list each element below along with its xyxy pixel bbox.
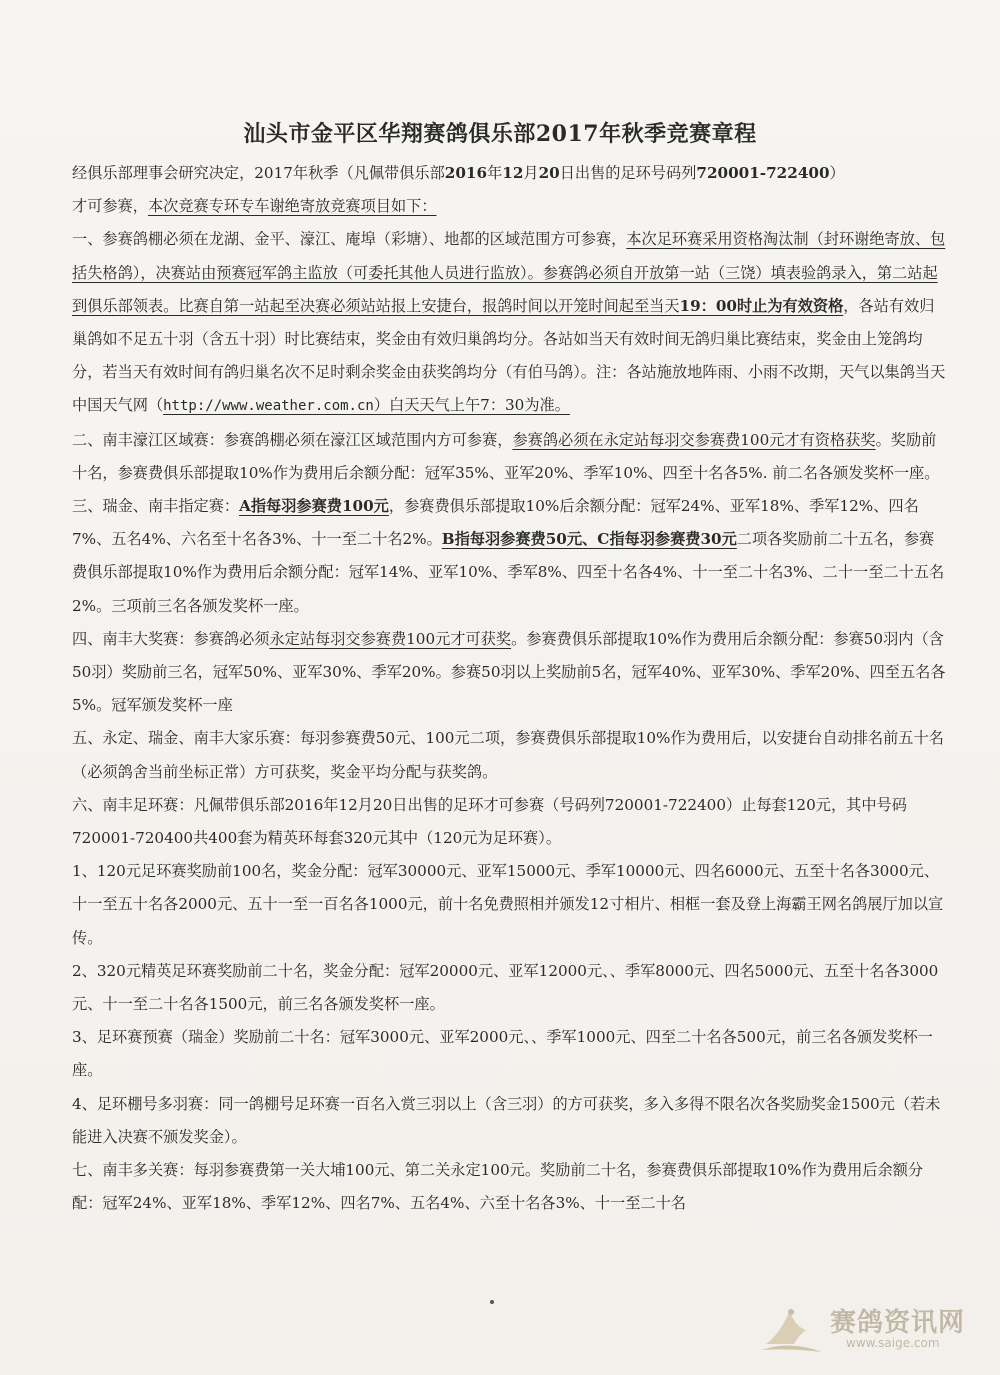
intro-text: ） — [829, 164, 845, 182]
section-1-text: ）白天天气上午7：30为准。 — [373, 396, 570, 415]
section-3-text: 二项各奖励前二十五名，参赛费俱乐部提取10%作为费用后余额分配：冠军14%、亚军10%、季军8%、四至十名各4%、十一至二十名3%、二十一至二十五名2%。三项前三名各颁发奖杯一座。 — [72, 530, 945, 615]
section-2-underlined: 参赛鸽必须在永定站每羽交参赛费100元才有资格获奖 — [512, 430, 876, 449]
section-3-text: 三、瑞金、南丰指定赛： — [72, 497, 240, 516]
section-4 — [72, 623, 946, 723]
section-6: 六、南丰足环赛：凡佩带俱乐部2016年12月20日出售的足环才可参赛（号码列720001-722400）止每套120元，其中号码720001-720400共400套为精英环每套320元其中（120元为足环赛）。 — [72, 795, 907, 848]
watermark-name: 赛鸽资讯网 — [830, 1308, 966, 1338]
document-title: 汕头市金平区华翔赛鸽俱乐部2017年秋季竞赛章程 — [243, 121, 757, 147]
section-7: 七、南丰多关赛：每羽参赛费第一关大埔100元、第二关永定100元。奖励前二十名，参赛费俱乐部提取10%作为费用后余额分配：冠军24%、亚军18%、季军12%、四名7%、五名4%、六至十名各3%、十一至二十名 — [72, 1161, 924, 1213]
section-3 — [72, 490, 946, 623]
section-3-underlined: B指每羽参赛费50元、C指每羽参赛费30元 — [441, 530, 737, 549]
section-1-time: 19：00 — [679, 296, 737, 315]
section-4-underlined: 永定站每羽交参赛费100元才可获奖 — [269, 629, 512, 648]
intro-ring-range: 720001-722400 — [696, 164, 830, 182]
section-4-text: 。参赛费俱乐部提取10%作为费用后余额分配：参赛50羽内（含50羽）奖励前三名，冠军50%、亚军30%、季军20%。参赛50羽以上奖励前5名，冠军40%、亚军30%、季军20%、四至五名各5%。冠军颁发奖杯一座 — [72, 629, 946, 715]
intro-year: 2016 — [444, 164, 488, 182]
intro-text: 经俱乐部理事会研究决定，2017年秋季（凡佩带俱乐部 — [72, 164, 445, 182]
section-1-text: ，各站有效归巢鸽如不足五十羽（含五十羽）时比赛结束，奖金由有效归巢鸽均分。各站如当天有效时间无鸽归巢比赛结束，奖金由上笼鸽均分，若当天有效时间有鸽归巢名次不足时剩余奖金由获奖鸽均分（有伯马鸽）。注：各站施放地阵雨、小雨不改期，天气以集鸽当天中国天气网（ — [72, 296, 946, 415]
section-1 — [72, 223, 946, 423]
section-3-underlined: A指每羽参赛费100元 — [239, 497, 389, 516]
section-6-item-4: 4、足环棚号多羽赛：同一鸽棚号足环赛一百名入赏三羽以上（含三羽）的方可获奖，多入多得不限名次各奖励奖金1500元（若未能进入决赛不颁发奖金）。 — [72, 1094, 941, 1146]
intro-text: 月 — [523, 164, 539, 182]
section-6-item-2: 2、320元精英足环赛奖励前二十名，奖金分配：冠军20000元、亚军12000元、、季军8000元、四名5000元、五至十名各3000元、十一至二十名各1500元，前三名各颁发奖杯一座。 — [72, 961, 939, 1014]
section-2-text: 二、南丰濠江区域赛：参赛鸽棚必须在濠江区域范围内方可参赛， — [72, 430, 513, 449]
section-3-text: ，参赛费俱乐部提取10%后余额分配：冠军24%、亚军18%、季军12%、四名7%、五名4%、六名至十名各3%、十一至二十名2%。 — [72, 497, 919, 549]
intro-day: 20 — [538, 164, 560, 182]
section-2-text: 。奖励前十名，参赛费俱乐部提取10%作为费用后余额分配：冠军35%、亚军20%、季军10%、四至十名各5%. 前二名各颁发奖杯一座。 — [72, 430, 940, 482]
section-1-bold: 时止为有效资格 — [736, 296, 844, 315]
watermark-url: www.saige.com — [846, 1336, 940, 1350]
intro-month: 12 — [502, 164, 524, 182]
weather-url-link[interactable]: http://www.weather.com.cn — [163, 398, 374, 415]
intro-text: 年 — [487, 164, 503, 182]
section-6-item-1: 1、120元足环赛奖励前100名，奖金分配：冠军30000元、亚军15000元、季军10000元、四名6000元、五至十名各3000元、十一至五十名各2000元、五十一至一百名各1000元，前十名免费照相并颁发12寸相片、相框一套及登上海霸王网名鸽展厅加以宣传。 — [72, 862, 944, 947]
intro-text: 才可参赛， — [72, 197, 148, 216]
section-5: 五、永定、瑞金、南丰大家乐赛：每羽参赛费50元、100元二项，参赛费俱乐部提取10%作为费用后，以安捷台自动排名前五十名（必须鸽舍当前坐标正常）方可获奖，奖金平均分配与获奖鸽。 — [72, 729, 944, 781]
document-body — [72, 157, 946, 1221]
intro-text: 日出售的足环号码列 — [559, 164, 697, 182]
section-6-item-3: 3、足环赛预赛（瑞金）奖励前二十名：冠军3000元、亚军2000元、、季军1000元、四至二十名各500元，前三名各颁发奖杯一座。 — [72, 1028, 933, 1080]
page-dot — [490, 1300, 494, 1304]
section-1-underlined: 本次足环赛采用资格淘汰制（封环谢绝寄放、包括失格鸽），决赛站由预赛冠军鸽主监放（可委托其他人员进行监放）。参赛鸽必须自开放第一站（三饶）填表验鸽录入，第二站起到俱乐部领表。比赛自第一站起至决赛必须站站报上安捷台，报鸽时间以开笼时间起至当天 — [72, 230, 946, 315]
pigeon-logo-icon — [760, 1300, 826, 1358]
watermark — [760, 1300, 980, 1360]
section-2 — [72, 424, 946, 490]
intro-underlined: 本次竞赛专环专车谢绝寄放竞赛项目如下： — [147, 197, 437, 216]
section-1-text: 一、参赛鸽棚必须在龙湖、金平、濠江、庵埠（彩塘）、地都的区域范围方可参赛， — [72, 230, 627, 249]
section-4-text: 四、南丰大奖赛：参赛鸽必须 — [72, 629, 270, 648]
intro-paragraph — [72, 157, 946, 223]
